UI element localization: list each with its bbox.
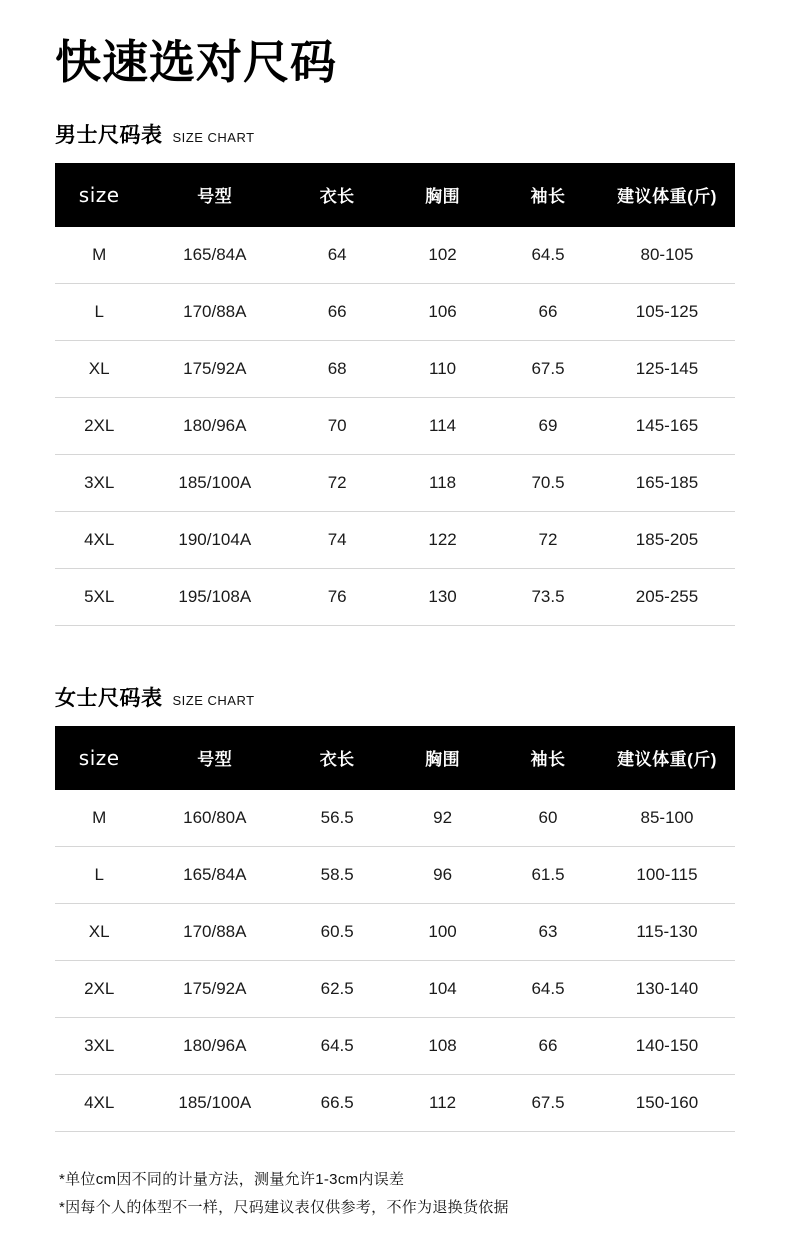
cell-model: 170/88A bbox=[143, 283, 286, 340]
cell-size: 3XL bbox=[55, 454, 143, 511]
cell-bust: 112 bbox=[388, 1074, 497, 1131]
column-header-weight: 建议体重(斤) bbox=[599, 163, 735, 227]
cell-model: 175/92A bbox=[143, 960, 286, 1017]
cell-sleeve: 73.5 bbox=[497, 568, 599, 625]
column-header-size: size bbox=[55, 163, 143, 227]
cell-length: 66.5 bbox=[286, 1074, 388, 1131]
cell-model: 185/100A bbox=[143, 454, 286, 511]
cell-size: 3XL bbox=[55, 1017, 143, 1074]
table-row bbox=[55, 283, 735, 340]
cell-size: XL bbox=[55, 340, 143, 397]
cell-model: 165/84A bbox=[143, 846, 286, 903]
cell-size: 2XL bbox=[55, 960, 143, 1017]
cell-size: 4XL bbox=[55, 511, 143, 568]
womens-size-table bbox=[55, 726, 735, 1132]
cell-sleeve: 64.5 bbox=[497, 960, 599, 1017]
table-body bbox=[55, 790, 735, 1132]
table-row bbox=[55, 227, 735, 284]
cell-weight: 85-100 bbox=[599, 790, 735, 847]
cell-model: 170/88A bbox=[143, 903, 286, 960]
footnote-disclaimer: *因每个人的体型不一样，尺码建议表仅供参考，不作为退换货依据 bbox=[59, 1199, 509, 1217]
column-header-sleeve: 袖长 bbox=[497, 726, 599, 790]
cell-size: L bbox=[55, 283, 143, 340]
section-womens-size-chart bbox=[55, 682, 735, 1132]
cell-weight: 80-105 bbox=[599, 227, 735, 284]
table-row bbox=[55, 846, 735, 903]
cell-bust: 92 bbox=[388, 790, 497, 847]
cell-sleeve: 70.5 bbox=[497, 454, 599, 511]
cell-length: 60.5 bbox=[286, 903, 388, 960]
cell-model: 175/92A bbox=[143, 340, 286, 397]
cell-bust: 104 bbox=[388, 960, 497, 1017]
cell-sleeve: 69 bbox=[497, 397, 599, 454]
cell-bust: 110 bbox=[388, 340, 497, 397]
cell-weight: 125-145 bbox=[599, 340, 735, 397]
column-header-weight: 建议体重(斤) bbox=[599, 726, 735, 790]
column-header-size: size bbox=[55, 726, 143, 790]
section-heading-cn: 男士尺码表 bbox=[55, 123, 163, 147]
cell-bust: 118 bbox=[388, 454, 497, 511]
cell-length: 74 bbox=[286, 511, 388, 568]
cell-weight: 140-150 bbox=[599, 1017, 735, 1074]
table-row bbox=[55, 1074, 735, 1131]
footnotes bbox=[55, 1166, 735, 1223]
cell-model: 185/100A bbox=[143, 1074, 286, 1131]
cell-bust: 114 bbox=[388, 397, 497, 454]
table-row bbox=[55, 1017, 735, 1074]
cell-length: 70 bbox=[286, 397, 388, 454]
cell-length: 76 bbox=[286, 568, 388, 625]
column-header-length: 衣长 bbox=[286, 726, 388, 790]
section-heading-womens bbox=[55, 682, 735, 712]
cell-weight: 205-255 bbox=[599, 568, 735, 625]
table-row bbox=[55, 903, 735, 960]
cell-length: 56.5 bbox=[286, 790, 388, 847]
table-row bbox=[55, 454, 735, 511]
cell-length: 72 bbox=[286, 454, 388, 511]
cell-size: 4XL bbox=[55, 1074, 143, 1131]
cell-length: 58.5 bbox=[286, 846, 388, 903]
cell-bust: 122 bbox=[388, 511, 497, 568]
table-row bbox=[55, 340, 735, 397]
cell-weight: 130-140 bbox=[599, 960, 735, 1017]
table-body bbox=[55, 227, 735, 626]
cell-weight: 185-205 bbox=[599, 511, 735, 568]
cell-weight: 105-125 bbox=[599, 283, 735, 340]
cell-sleeve: 63 bbox=[497, 903, 599, 960]
column-header-bust: 胸围 bbox=[388, 163, 497, 227]
table-row bbox=[55, 511, 735, 568]
table-header-row bbox=[55, 163, 735, 227]
section-heading-en: SIZE CHART bbox=[172, 692, 255, 708]
cell-weight: 150-160 bbox=[599, 1074, 735, 1131]
cell-sleeve: 67.5 bbox=[497, 340, 599, 397]
cell-sleeve: 61.5 bbox=[497, 846, 599, 903]
section-heading-en: SIZE CHART bbox=[172, 129, 255, 145]
cell-model: 195/108A bbox=[143, 568, 286, 625]
page-title: 快速选对尺码 bbox=[55, 36, 337, 88]
cell-bust: 130 bbox=[388, 568, 497, 625]
cell-length: 62.5 bbox=[286, 960, 388, 1017]
table-row bbox=[55, 790, 735, 847]
cell-sleeve: 66 bbox=[497, 283, 599, 340]
column-header-bust: 胸围 bbox=[388, 726, 497, 790]
cell-model: 165/84A bbox=[143, 227, 286, 284]
cell-weight: 115-130 bbox=[599, 903, 735, 960]
cell-sleeve: 60 bbox=[497, 790, 599, 847]
cell-size: M bbox=[55, 227, 143, 284]
cell-bust: 106 bbox=[388, 283, 497, 340]
cell-length: 66 bbox=[286, 283, 388, 340]
cell-sleeve: 72 bbox=[497, 511, 599, 568]
cell-size: M bbox=[55, 790, 143, 847]
cell-model: 190/104A bbox=[143, 511, 286, 568]
table-header-row bbox=[55, 726, 735, 790]
table-row bbox=[55, 397, 735, 454]
section-heading-cn: 女士尺码表 bbox=[55, 686, 163, 710]
table-header bbox=[55, 163, 735, 227]
cell-weight: 100-115 bbox=[599, 846, 735, 903]
column-header-model: 号型 bbox=[143, 726, 286, 790]
cell-model: 180/96A bbox=[143, 397, 286, 454]
cell-bust: 108 bbox=[388, 1017, 497, 1074]
table-row bbox=[55, 568, 735, 625]
cell-sleeve: 64.5 bbox=[497, 227, 599, 284]
cell-sleeve: 67.5 bbox=[497, 1074, 599, 1131]
cell-sleeve: 66 bbox=[497, 1017, 599, 1074]
cell-model: 160/80A bbox=[143, 790, 286, 847]
cell-bust: 96 bbox=[388, 846, 497, 903]
mens-size-table bbox=[55, 163, 735, 626]
cell-size: 5XL bbox=[55, 568, 143, 625]
column-header-length: 衣长 bbox=[286, 163, 388, 227]
cell-bust: 102 bbox=[388, 227, 497, 284]
cell-length: 68 bbox=[286, 340, 388, 397]
cell-size: 2XL bbox=[55, 397, 143, 454]
column-header-sleeve: 袖长 bbox=[497, 163, 599, 227]
footnote-measurement: *单位cm因不同的计量方法，测量允许1-3cm内误差 bbox=[59, 1170, 405, 1188]
cell-length: 64.5 bbox=[286, 1017, 388, 1074]
cell-size: XL bbox=[55, 903, 143, 960]
section-heading-mens bbox=[55, 119, 735, 149]
cell-bust: 100 bbox=[388, 903, 497, 960]
cell-weight: 165-185 bbox=[599, 454, 735, 511]
section-mens-size-chart bbox=[55, 119, 735, 626]
table-header bbox=[55, 726, 735, 790]
cell-weight: 145-165 bbox=[599, 397, 735, 454]
cell-model: 180/96A bbox=[143, 1017, 286, 1074]
table-row bbox=[55, 960, 735, 1017]
cell-length: 64 bbox=[286, 227, 388, 284]
cell-size: L bbox=[55, 846, 143, 903]
column-header-model: 号型 bbox=[143, 163, 286, 227]
